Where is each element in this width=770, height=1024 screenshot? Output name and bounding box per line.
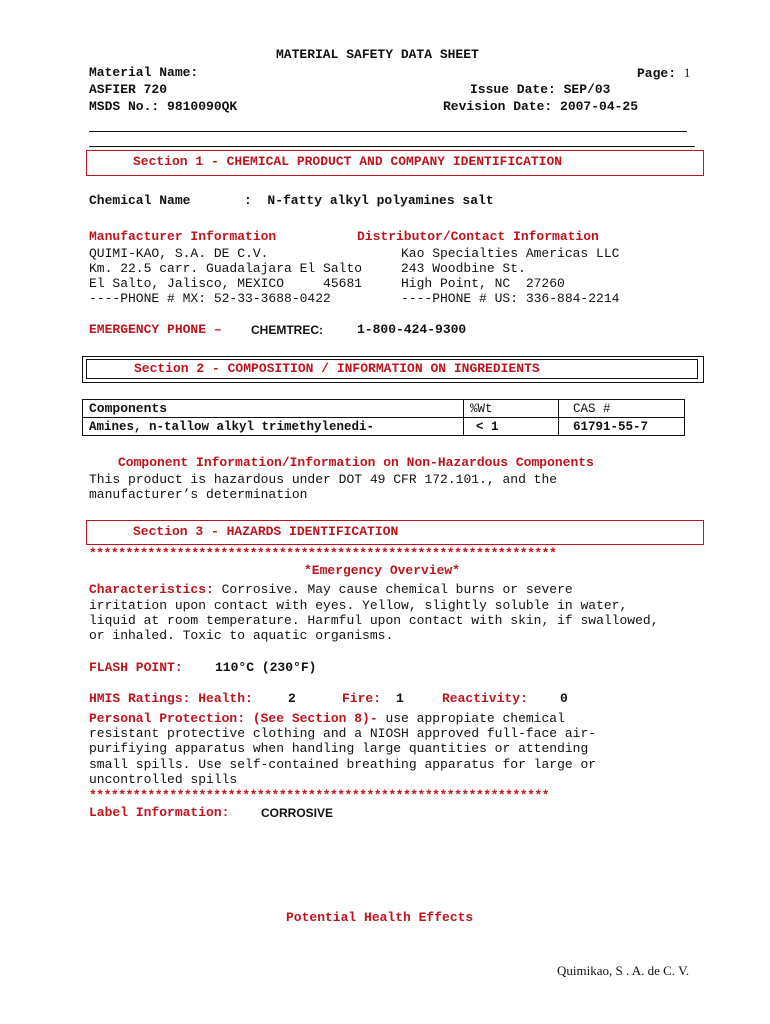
- emergency-number: 1-800-424-9300: [357, 322, 467, 337]
- label-information-label: Label Information:: [89, 805, 230, 820]
- section3-box: [86, 520, 704, 545]
- flash-point-label: FLASH POINT:: [89, 660, 183, 675]
- manufacturer-line: ----PHONE # MX: 52-33-3688-0422: [89, 291, 331, 306]
- page-indicator: [637, 65, 690, 81]
- manufacturer-heading: Manufacturer Information: [89, 229, 277, 244]
- distributor-line: 243 Woodbine St.: [401, 261, 526, 276]
- footer-company: Quimikao, S . A. de C. V.: [557, 963, 690, 978]
- hmis-fire-label: Fire:: [342, 691, 382, 706]
- revision-date: Revision Date: 2007-04-25: [443, 99, 639, 114]
- section3-title: Section 3 - HAZARDS IDENTIFICATION: [133, 524, 399, 539]
- header-rule-bottom: [89, 146, 695, 147]
- table-header: CAS #: [559, 400, 685, 418]
- characteristics-block: [89, 582, 573, 597]
- distributor-line: ----PHONE # US: 336-884-2214: [401, 291, 620, 306]
- characteristics-line: irritation upon contact with eyes. Yellow, slightly soluble in water,: [89, 598, 628, 613]
- table-header: %Wt: [464, 400, 559, 418]
- hmis-fire-value: 1: [396, 691, 404, 706]
- table-row: [83, 418, 685, 436]
- table-header: Components: [83, 400, 464, 418]
- personal-protection-line: purifiying apparatus when handling large quantities or attending: [89, 741, 589, 756]
- table-cell: < 1: [464, 418, 559, 436]
- section2-box: [82, 356, 704, 383]
- material-name-label: Material Name:: [89, 65, 199, 80]
- chemical-name-label: Chemical Name: [89, 193, 191, 208]
- material-name: ASFIER 720: [89, 82, 168, 97]
- table-cell: Amines, n-tallow alkyl trimethylenedi-: [83, 418, 464, 436]
- issue-date: Issue Date: SEP/03: [470, 82, 611, 97]
- components-table: [82, 399, 685, 436]
- component-info-line: manufacturer’s determination: [89, 487, 308, 502]
- personal-protection-line: resistant protective clothing and a NIOSH approved full-face air-: [89, 726, 597, 741]
- personal-protection-label: Personal Protection: (See Section 8)-: [89, 711, 378, 726]
- hmis-health-label: HMIS Ratings: Health:: [89, 691, 253, 706]
- characteristics-line: or inhaled. Toxic to aquatic organisms.: [89, 628, 394, 643]
- section1-title: Section 1 - CHEMICAL PRODUCT AND COMPANY IDENTIFICATION: [133, 154, 563, 169]
- header-rule-top: [89, 131, 687, 132]
- manufacturer-line: QUIMI-KAO, S.A. DE C.V.: [89, 246, 269, 261]
- component-info-heading: Component Information/Information on Non-Hazardous Components: [118, 455, 594, 470]
- hmis-reactivity-label: Reactivity:: [442, 691, 528, 706]
- document-title: MATERIAL SAFETY DATA SHEET: [276, 47, 479, 62]
- component-info-line: This product is hazardous under DOT 49 CFR 172.101., and the: [89, 472, 558, 487]
- flash-point-value: 110°C (230°F): [215, 660, 317, 675]
- distributor-line: High Point, NC 27260: [401, 276, 565, 291]
- page-label: Page:: [637, 66, 677, 81]
- characteristics-line: liquid at room temperature. Harmful upon contact with skin, if swallowed,: [89, 613, 659, 628]
- personal-protection-block: [89, 711, 565, 726]
- stars-divider-top: ****************************************************************: [89, 546, 557, 561]
- personal-protection-text: use appropiate chemical: [377, 711, 565, 726]
- characteristics-text: Corrosive. May cause chemical burns or severe: [213, 582, 573, 597]
- manufacturer-line: El Salto, Jalisco, MEXICO 45681: [89, 276, 363, 291]
- hmis-health-value: 2: [288, 691, 296, 706]
- personal-protection-line: small spills. Use self-contained breathing apparatus for large or: [89, 757, 597, 772]
- table-header-row: [83, 400, 685, 418]
- hmis-reactivity-value: 0: [560, 691, 568, 706]
- section2-title: Section 2 - COMPOSITION / INFORMATION ON INGREDIENTS: [134, 361, 540, 376]
- characteristics-label: Characteristics:: [89, 582, 214, 597]
- page-number: 1: [683, 65, 691, 80]
- emergency-phone-label: EMERGENCY PHONE –: [89, 322, 222, 337]
- emergency-overview-heading: *Emergency Overview*: [304, 563, 461, 578]
- manufacturer-line: Km. 22.5 carr. Guadalajara El Salto: [89, 261, 363, 276]
- table-cell: 61791-55-7: [559, 418, 685, 436]
- msds-number: MSDS No.: 9810090QK: [89, 99, 238, 114]
- distributor-line: Kao Specialties Americas LLC: [401, 246, 620, 261]
- distributor-heading: Distributor/Contact Information: [357, 229, 599, 244]
- label-information-value: CORROSIVE: [261, 806, 334, 820]
- potential-health-effects-heading: Potential Health Effects: [286, 910, 474, 925]
- emergency-org: CHEMTREC:: [251, 323, 323, 337]
- stars-divider-bottom: ***************************************************************: [89, 788, 549, 803]
- chemical-name-value: : N-fatty alkyl polyamines salt: [244, 193, 494, 208]
- section1-box: [86, 150, 704, 176]
- personal-protection-line: uncontrolled spills: [89, 772, 238, 787]
